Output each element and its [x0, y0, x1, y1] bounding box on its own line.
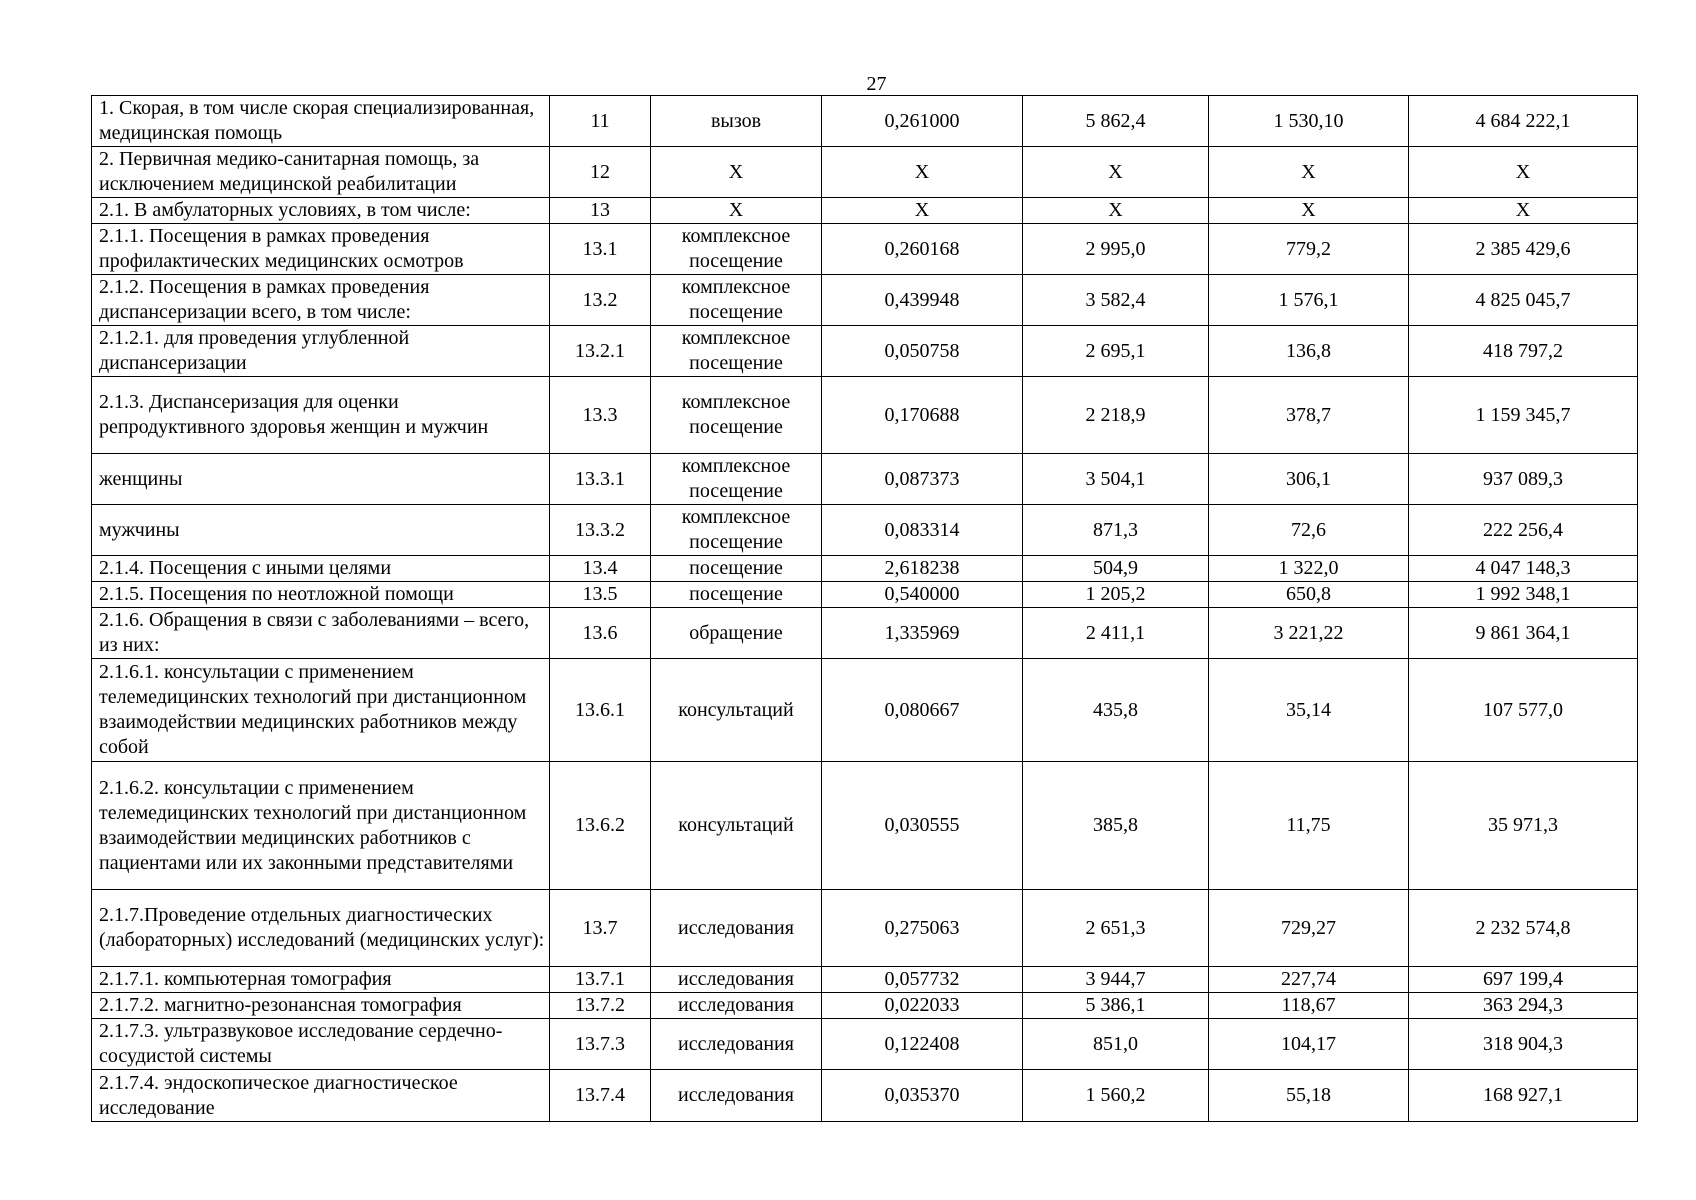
cell-name: 2.1.6.1. консультации с применением телемедицинских технологий при дистанционном взаимодействии медицинских работников между собой — [92, 659, 550, 762]
cell-norm: 0,170688 — [822, 377, 1023, 454]
cell-unit: исследования — [651, 993, 822, 1019]
cell-name: 2.1.2.1. для проведения углубленной диспансеризации — [92, 326, 550, 377]
cell-total: 9 861 364,1 — [1409, 608, 1638, 659]
table-row — [92, 967, 1638, 993]
table-row — [92, 224, 1638, 275]
table-row — [92, 993, 1638, 1019]
cell-total: 35 971,3 — [1409, 762, 1638, 890]
table-row — [92, 659, 1638, 762]
cell-per-capita: 136,8 — [1209, 326, 1409, 377]
cell-cost: 2 651,3 — [1023, 890, 1209, 967]
cell-norm: 0,050758 — [822, 326, 1023, 377]
table-row — [92, 505, 1638, 556]
cell-name: 2.1.7.4. эндоскопическое диагностическое исследование — [92, 1070, 550, 1122]
cell-cost: 385,8 — [1023, 762, 1209, 890]
cell-code: 13.7.2 — [550, 993, 651, 1019]
cell-cost: 851,0 — [1023, 1019, 1209, 1070]
cell-per-capita: 729,27 — [1209, 890, 1409, 967]
cell-unit: комплексное посещение — [651, 377, 822, 454]
cell-cost: 2 695,1 — [1023, 326, 1209, 377]
cell-total: 1 159 345,7 — [1409, 377, 1638, 454]
cell-norm: 0,122408 — [822, 1019, 1023, 1070]
cell-name: 2.1.7.1. компьютерная томография — [92, 967, 550, 993]
cell-name: 1. Скорая, в том числе скорая специализированная, медицинская помощь — [92, 96, 550, 147]
cell-norm: 0,275063 — [822, 890, 1023, 967]
cell-code: 13.3 — [550, 377, 651, 454]
cell-per-capita: 779,2 — [1209, 224, 1409, 275]
cell-per-capita: Х — [1209, 147, 1409, 198]
cell-code: 11 — [550, 96, 651, 147]
table-body — [92, 96, 1638, 1122]
cell-norm: Х — [822, 198, 1023, 224]
cell-total: 1 992 348,1 — [1409, 582, 1638, 608]
cell-unit: консультаций — [651, 762, 822, 890]
table-row — [92, 1019, 1638, 1070]
cell-norm: 0,260168 — [822, 224, 1023, 275]
cell-unit: обращение — [651, 608, 822, 659]
cell-code: 13 — [550, 198, 651, 224]
cell-unit: Х — [651, 147, 822, 198]
cell-name: 2.1.6.2. консультации с применением телемедицинских технологий при дистанционном взаимодействии медицинских работников с пациентами или их законными представителями — [92, 762, 550, 890]
cell-total: Х — [1409, 147, 1638, 198]
cell-unit: консультаций — [651, 659, 822, 762]
cell-unit: исследования — [651, 1019, 822, 1070]
cell-norm: 2,618238 — [822, 556, 1023, 582]
cell-per-capita: 1 322,0 — [1209, 556, 1409, 582]
cell-name: 2.1.7.2. магнитно-резонансная томография — [92, 993, 550, 1019]
cell-per-capita: 35,14 — [1209, 659, 1409, 762]
cell-cost: 2 411,1 — [1023, 608, 1209, 659]
cell-code: 13.4 — [550, 556, 651, 582]
table-row — [92, 762, 1638, 890]
cell-norm: 0,080667 — [822, 659, 1023, 762]
cell-unit: Х — [651, 198, 822, 224]
cell-norm: 0,083314 — [822, 505, 1023, 556]
cell-code: 13.3.1 — [550, 454, 651, 505]
cell-code: 13.6 — [550, 608, 651, 659]
cell-code: 13.7.3 — [550, 1019, 651, 1070]
cell-name: 2.1.7.3. ультразвуковое исследование сердечно-сосудистой системы — [92, 1019, 550, 1070]
cell-cost: 2 218,9 — [1023, 377, 1209, 454]
cell-per-capita: 227,74 — [1209, 967, 1409, 993]
cell-per-capita: 104,17 — [1209, 1019, 1409, 1070]
cell-total: 318 904,3 — [1409, 1019, 1638, 1070]
cell-name: 2.1.6. Обращения в связи с заболеваниями – всего, из них: — [92, 608, 550, 659]
cell-cost: 5 386,1 — [1023, 993, 1209, 1019]
cell-norm: 0,030555 — [822, 762, 1023, 890]
table-row — [92, 1070, 1638, 1122]
cell-per-capita: 1 576,1 — [1209, 275, 1409, 326]
cell-name: 2.1.5. Посещения по неотложной помощи — [92, 582, 550, 608]
cell-cost: 3 504,1 — [1023, 454, 1209, 505]
cell-code: 13.7.4 — [550, 1070, 651, 1122]
cell-total: 418 797,2 — [1409, 326, 1638, 377]
cell-cost: 3 944,7 — [1023, 967, 1209, 993]
cell-name: 2.1. В амбулаторных условиях, в том числе: — [92, 198, 550, 224]
cell-unit: комплексное посещение — [651, 326, 822, 377]
cell-per-capita: 72,6 — [1209, 505, 1409, 556]
data-table — [91, 95, 1638, 1122]
cell-total: 937 089,3 — [1409, 454, 1638, 505]
cell-norm: 0,261000 — [822, 96, 1023, 147]
table-row — [92, 608, 1638, 659]
cell-norm: Х — [822, 147, 1023, 198]
cell-total: 697 199,4 — [1409, 967, 1638, 993]
cell-total: 107 577,0 — [1409, 659, 1638, 762]
cell-norm: 0,087373 — [822, 454, 1023, 505]
cell-cost: 871,3 — [1023, 505, 1209, 556]
cell-total: 2 232 574,8 — [1409, 890, 1638, 967]
cell-code: 12 — [550, 147, 651, 198]
cell-cost: 1 205,2 — [1023, 582, 1209, 608]
table-row — [92, 147, 1638, 198]
table-row — [92, 326, 1638, 377]
table-row — [92, 582, 1638, 608]
cell-per-capita: 3 221,22 — [1209, 608, 1409, 659]
cell-per-capita: 11,75 — [1209, 762, 1409, 890]
cell-cost: 3 582,4 — [1023, 275, 1209, 326]
table-row — [92, 556, 1638, 582]
cell-code: 13.7.1 — [550, 967, 651, 993]
cell-total: 168 927,1 — [1409, 1070, 1638, 1122]
cell-unit: комплексное посещение — [651, 224, 822, 275]
cell-unit: комплексное посещение — [651, 505, 822, 556]
cell-cost: Х — [1023, 198, 1209, 224]
cell-unit: вызов — [651, 96, 822, 147]
cell-norm: 1,335969 — [822, 608, 1023, 659]
cell-norm: 0,439948 — [822, 275, 1023, 326]
cell-cost: 435,8 — [1023, 659, 1209, 762]
table-row — [92, 454, 1638, 505]
cell-norm: 0,540000 — [822, 582, 1023, 608]
table-row — [92, 377, 1638, 454]
cell-cost: 1 560,2 — [1023, 1070, 1209, 1122]
cell-name: 2.1.3. Диспансеризация для оценки репродуктивного здоровья женщин и мужчин — [92, 377, 550, 454]
cell-per-capita: 118,67 — [1209, 993, 1409, 1019]
cell-total: 363 294,3 — [1409, 993, 1638, 1019]
cell-cost: 2 995,0 — [1023, 224, 1209, 275]
cell-name: 2. Первичная медико-санитарная помощь, за исключением медицинской реабилитации — [92, 147, 550, 198]
cell-total: 4 825 045,7 — [1409, 275, 1638, 326]
cell-name: 2.1.2. Посещения в рамках проведения диспансеризации всего, в том числе: — [92, 275, 550, 326]
cell-total: 2 385 429,6 — [1409, 224, 1638, 275]
cell-code: 13.2.1 — [550, 326, 651, 377]
cell-name: 2.1.1. Посещения в рамках проведения профилактических медицинских осмотров — [92, 224, 550, 275]
cell-norm: 0,035370 — [822, 1070, 1023, 1122]
cell-unit: исследования — [651, 1070, 822, 1122]
cell-per-capita: 650,8 — [1209, 582, 1409, 608]
cell-unit: посещение — [651, 556, 822, 582]
cell-unit: комплексное посещение — [651, 454, 822, 505]
cell-total: 4 047 148,3 — [1409, 556, 1638, 582]
cell-code: 13.3.2 — [550, 505, 651, 556]
table-row — [92, 198, 1638, 224]
cell-code: 13.7 — [550, 890, 651, 967]
cell-name: 2.1.7.Проведение отдельных диагностических (лабораторных) исследований (медицинских услуг): — [92, 890, 550, 967]
table-row — [92, 275, 1638, 326]
cell-unit: исследования — [651, 967, 822, 993]
cell-cost: 5 862,4 — [1023, 96, 1209, 147]
cell-code: 13.5 — [550, 582, 651, 608]
cell-per-capita: 378,7 — [1209, 377, 1409, 454]
cell-total: Х — [1409, 198, 1638, 224]
cell-norm: 0,022033 — [822, 993, 1023, 1019]
cell-unit: посещение — [651, 582, 822, 608]
cell-name: женщины — [92, 454, 550, 505]
cell-per-capita: Х — [1209, 198, 1409, 224]
cell-per-capita: 55,18 — [1209, 1070, 1409, 1122]
cell-cost: Х — [1023, 147, 1209, 198]
cell-total: 4 684 222,1 — [1409, 96, 1638, 147]
cell-code: 13.1 — [550, 224, 651, 275]
cell-code: 13.2 — [550, 275, 651, 326]
cell-total: 222 256,4 — [1409, 505, 1638, 556]
cell-unit: комплексное посещение — [651, 275, 822, 326]
cell-cost: 504,9 — [1023, 556, 1209, 582]
page-number: 27 — [866, 73, 887, 95]
cell-code: 13.6.1 — [550, 659, 651, 762]
cell-name: мужчины — [92, 505, 550, 556]
cell-per-capita: 306,1 — [1209, 454, 1409, 505]
table-row — [92, 96, 1638, 147]
cell-norm: 0,057732 — [822, 967, 1023, 993]
cell-per-capita: 1 530,10 — [1209, 96, 1409, 147]
cell-name: 2.1.4. Посещения с иными целями — [92, 556, 550, 582]
cell-code: 13.6.2 — [550, 762, 651, 890]
table-row — [92, 890, 1638, 967]
cell-unit: исследования — [651, 890, 822, 967]
